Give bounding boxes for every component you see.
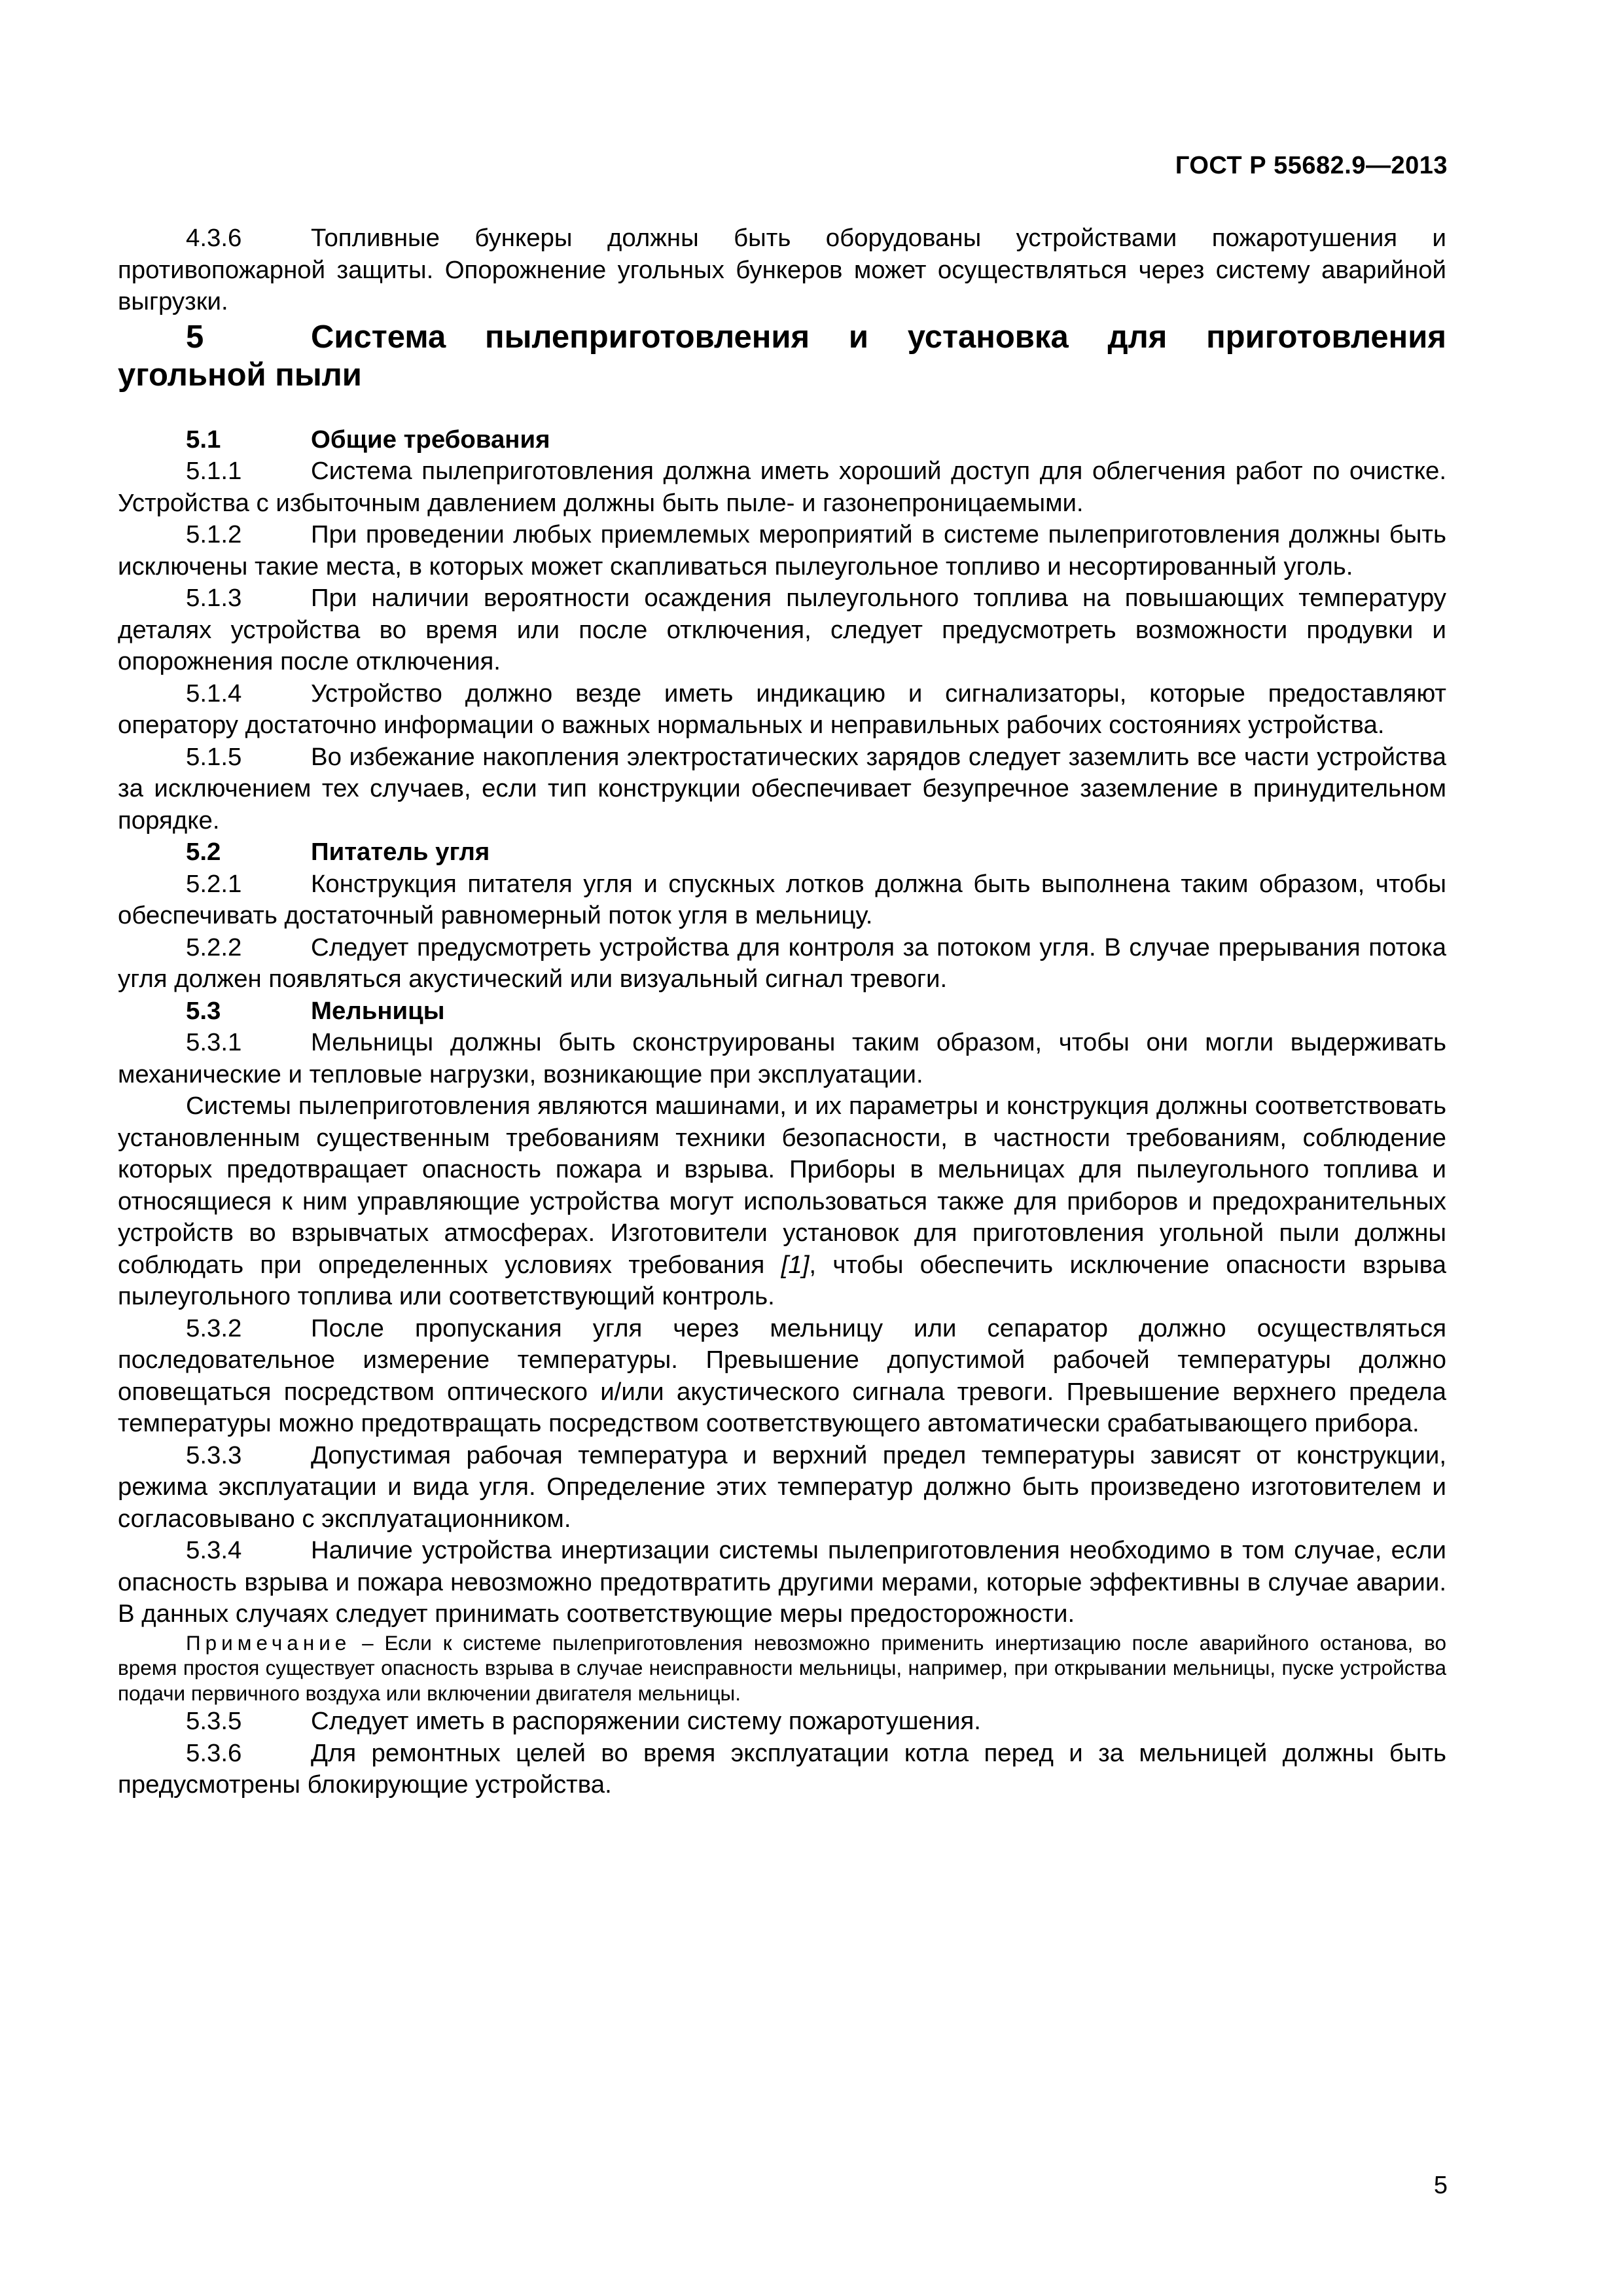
clause-number: 5.3.6 xyxy=(186,1738,242,1767)
clause-number: 5.2.2 xyxy=(186,933,242,961)
clause-text: Устройство должно везде иметь индикацию и сигнализаторы, которые предоставляют оператору достаточно информации о важных нормальных и неправильных рабочих состояниях устройства. xyxy=(118,679,1446,739)
clause-text: Система пылеприготовления должна иметь хороший доступ для облегчения работ по очистке. Устройства с избыточным давлением должны быть пыле- и газонепроницаемыми. xyxy=(118,457,1446,517)
section-number: 5 xyxy=(186,319,204,355)
paragraph-5-3-2 xyxy=(118,1313,1446,1440)
clause-text: При проведении любых приемлемых мероприятий в системе пылеприготовления должны быть исключены такие места, в которых может скапливаться пылеугольное топливо и несортированный уголь. xyxy=(118,520,1446,581)
clause-number: 5.1.2 xyxy=(186,520,242,548)
clause-number: 5.3.1 xyxy=(186,1028,242,1056)
clause-number: 5.3.3 xyxy=(186,1441,242,1469)
clause-text: После пропускания угля через мельницу или сепаратор должно осуществляться последовательное измерение температуры. Превышение допустимой рабочей температуры должно оповещаться посредством оптического и/или акустического сигнала тревоги. Превышение верхнего предела температуры можно предотвращать посредством соответствующего автоматически срабатывающего прибора. xyxy=(118,1314,1446,1437)
paragraph-5-3-1 xyxy=(118,1027,1446,1090)
clause-number: 5.2.1 xyxy=(186,869,242,898)
paragraph-4-3-6 xyxy=(118,223,1446,318)
clause-text: Следует иметь в распоряжении систему пожаротушения. xyxy=(311,1707,981,1735)
bibliography-reference[interactable]: [1] xyxy=(781,1250,810,1279)
clause-text: Топливные бункеры должны быть оборудованы устройствами пожаротушения и противопожарной защиты. Опорожнение угольных бункеров может осуществляться через системy аварийной выгрузки. xyxy=(118,224,1446,315)
clause-text: Конструкция питателя угля и спускных лотков должна быть выполнена таким образом, чтобы обеспечивать достаточный равномерный поток угля в мельницу. xyxy=(118,869,1446,929)
paragraph-5-3-6 xyxy=(118,1738,1446,1801)
note xyxy=(118,1630,1446,1706)
paragraph-5-1-1 xyxy=(118,456,1446,519)
clause-text: Системы пылеприготовления являются машинами, и их параметры и конструкция должны соответствовать установленным существенным требованиям техники безопасности, в частности требованиям, соблюдение которых предотвращает опасность пожара и взрыва. Приборы в мельницах для пылеугольного топлива и относящиеся к ним управляющие устройства могут использоваться также для приборов и предохранительных устройств во взрывчатых атмосферах. Изготовители установок для приготовления угольной пыли должны соблюдать при определенных условиях требования xyxy=(118,1092,1446,1279)
clause-number: 5.3.4 xyxy=(186,1536,242,1564)
clause-text: Следует предусмотреть устройства для контроля за потоком угля. В случае прерывания потока угля должен появляться акустический или визуальный сигнал тревоги. xyxy=(118,933,1446,993)
section-5-heading xyxy=(118,318,1446,394)
clause-number: 5.3.5 xyxy=(186,1707,242,1735)
paragraph-5-3-5 xyxy=(118,1706,1446,1738)
clause-number: 5.3.2 xyxy=(186,1314,242,1342)
subsection-title: Общие требования xyxy=(311,425,550,454)
clause-text: Мельницы должны быть сконструированы таким образом, чтобы они могли выдерживать механические и тепловые нагрузки, возникающие при эксплуатации. xyxy=(118,1028,1446,1088)
paragraph-5-3-3 xyxy=(118,1440,1446,1535)
subsection-title: Питатель угля xyxy=(311,838,490,866)
subsection-5-2-heading xyxy=(118,836,1446,869)
clause-number: 5.1.5 xyxy=(186,742,242,771)
clause-text: При наличии вероятности осаждения пылеугольного топлива на повышающих температуру деталях устройства во время или после отключения, следует предусмотреть возможности продувки и опорожнения после отключения. xyxy=(118,584,1446,675)
paragraph-5-1-2 xyxy=(118,519,1446,583)
clause-text: Во избежание накопления электростатических зарядов следует заземлить все части устройства за исключением тех случаев, если тип конструкции обеспечивает безупречное заземление в принудительном порядке. xyxy=(118,742,1446,834)
clause-text: Наличие устройства инертизации системы пылеприготовления необходимо в том случае, если опасность взрыва и пожара невозможно предотвратить другими мерами, которые эффективны в случае аварии. В данных случаях следует принимать соответствующие меры предосторожности. xyxy=(118,1536,1446,1628)
clause-text: , чтобы обеспечить исключение опасности взрыва пылеугольного топлива или соответствующий контроль. xyxy=(118,1250,1446,1310)
clause-text: Допустимая рабочая температура и верхний предел температуры зависят от конструкции, режима эксплуатации и вида угля. Определение этих температур должно быть произведено изготовителем и согласовывано с эксплуатационником. xyxy=(118,1441,1446,1533)
standard-header: ГОСТ Р 55682.9—2013 xyxy=(1175,152,1448,179)
note-label: Примечание xyxy=(186,1630,351,1655)
subsection-number: 5.3 xyxy=(186,996,221,1025)
page-number: 5 xyxy=(1433,2172,1448,2199)
clause-number: 5.1.4 xyxy=(186,679,242,708)
subsection-title: Мельницы xyxy=(311,996,445,1025)
subsection-5-3-heading xyxy=(118,996,1446,1028)
page-content xyxy=(118,223,1446,1801)
section-title: Система пылеприготовления и установка для приготовления угольной пыли xyxy=(118,319,1446,393)
paragraph-5-3-1-continued xyxy=(118,1090,1446,1313)
paragraph-5-2-2 xyxy=(118,932,1446,996)
paragraph-5-1-4 xyxy=(118,678,1446,742)
clause-number: 4.3.6 xyxy=(186,224,242,252)
clause-number: 5.1.1 xyxy=(186,457,242,485)
clause-text: Для ремонтных целей во время эксплуатации котла перед и за мельницей должны быть предусмотрены блокирующие устройства. xyxy=(118,1738,1446,1799)
note-text: – Если к системе пылеприготовления невозможно применить инертизацию после аварийного останова, во время простоя существует опасность взрыва в случае неисправности мельницы, например, при открывании мельницы, пуске устройства подачи первичного воздуха или включении двигателя мельницы. xyxy=(118,1630,1446,1705)
paragraph-5-1-3 xyxy=(118,583,1446,678)
paragraph-5-3-4 xyxy=(118,1535,1446,1630)
subsection-number: 5.1 xyxy=(186,425,221,454)
subsection-number: 5.2 xyxy=(186,838,221,866)
paragraph-5-2-1 xyxy=(118,869,1446,932)
subsection-5-1-heading xyxy=(118,424,1446,456)
paragraph-5-1-5 xyxy=(118,742,1446,837)
clause-number: 5.1.3 xyxy=(186,584,242,612)
